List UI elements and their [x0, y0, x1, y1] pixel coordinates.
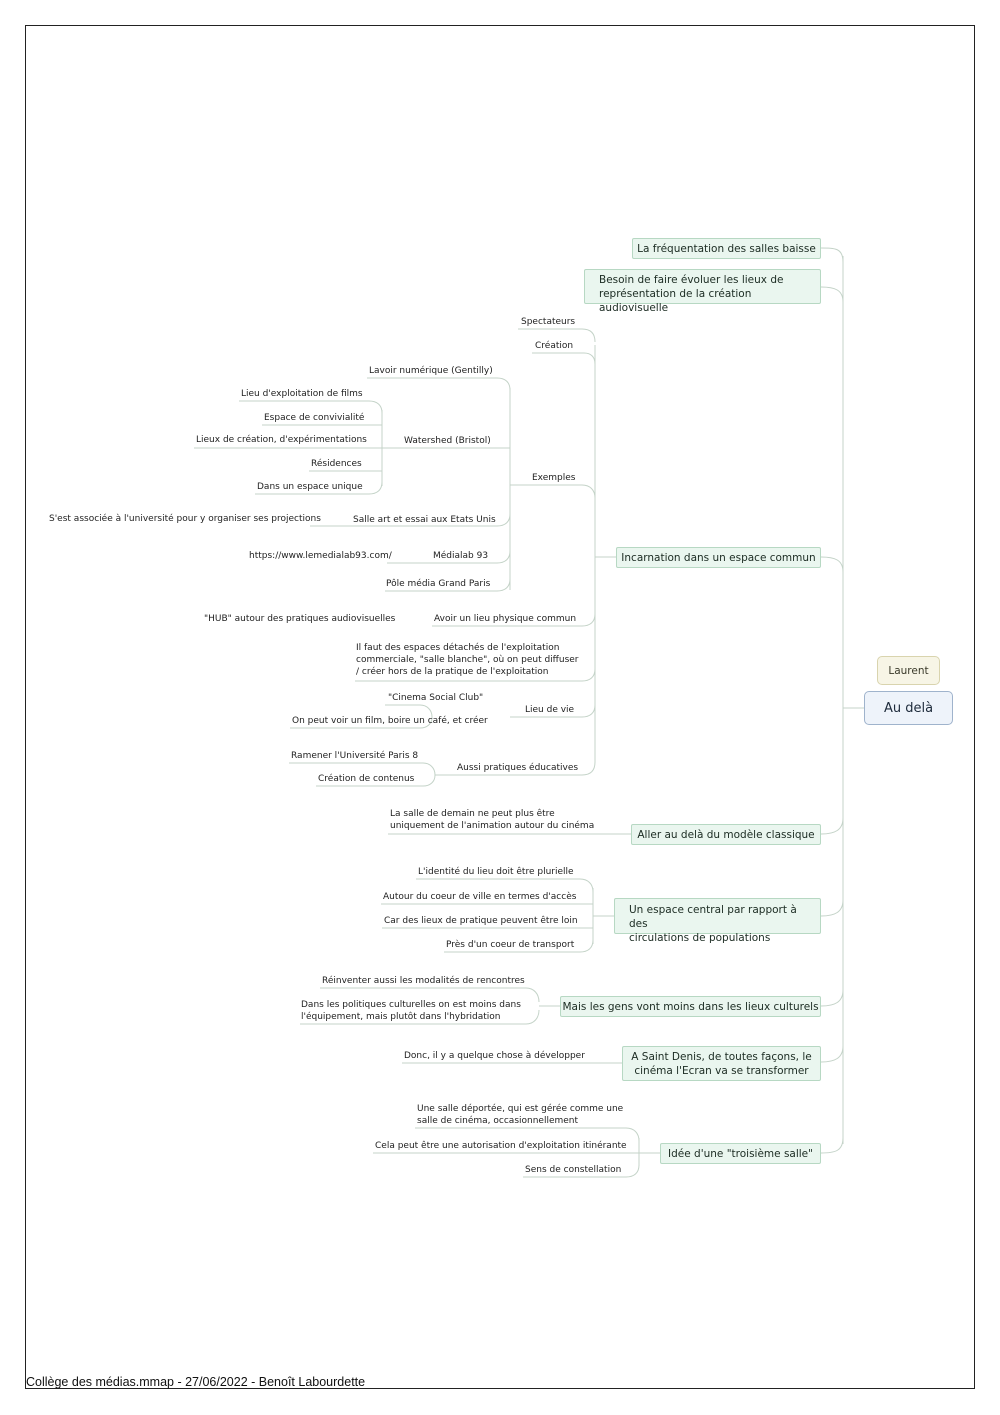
- node-salle-deportee[interactable]: [417, 1103, 623, 1127]
- node-developper[interactable]: Donc, il y a quelque chose à développer: [404, 1051, 585, 1061]
- node-watershed[interactable]: Watershed (Bristol): [404, 436, 491, 446]
- node-salle-art-detail[interactable]: S'est associée à l'université pour y organiser ses projections: [49, 514, 321, 524]
- branch-besoin[interactable]: [584, 269, 821, 314]
- node-cinema-social-club[interactable]: "Cinema Social Club": [388, 693, 484, 703]
- branch-label-line: Un espace central par rapport à des: [629, 904, 797, 930]
- node-line: La salle de demain ne peut plus être: [390, 809, 555, 819]
- branch-mais[interactable]: [560, 996, 821, 1017]
- node-ramener-universite[interactable]: Ramener l'Université Paris 8: [291, 751, 419, 761]
- branch-espace-central[interactable]: [614, 898, 821, 944]
- node-line: Il faut des espaces détachés de l'exploitation: [356, 643, 560, 653]
- node-constellation[interactable]: Sens de constellation: [525, 1165, 622, 1175]
- branch-label: Mais les gens vont moins dans les lieux culturels: [562, 1000, 819, 1013]
- node-coeur-transport[interactable]: Près d'un coeur de transport: [446, 940, 575, 950]
- node-medialab[interactable]: Médialab 93: [433, 551, 489, 561]
- node-watershed-item[interactable]: Lieu d'exploitation de films: [241, 389, 363, 399]
- connector-line: [821, 900, 843, 916]
- connector-line: [510, 485, 595, 498]
- branch-label: Aller au delà du modèle classique: [637, 828, 815, 841]
- node-salle-demain[interactable]: [390, 808, 594, 832]
- node-exemples[interactable]: Exemples: [532, 473, 576, 483]
- connector-line: [821, 248, 843, 262]
- node-watershed-item[interactable]: Dans un espace unique: [257, 482, 363, 492]
- connector-line: [821, 990, 843, 1006]
- node-line: Une salle déportée, qui est gérée comme une: [417, 1104, 624, 1114]
- node-creation[interactable]: Création: [535, 341, 574, 351]
- branch-label-line: cinéma l'Ecran va se transformer: [634, 1065, 809, 1077]
- node-lieu-de-vie[interactable]: Lieu de vie: [525, 705, 575, 715]
- connector-line: [821, 557, 843, 572]
- node-line: salle de cinéma, occasionnellement: [417, 1116, 579, 1126]
- branch-incarnation[interactable]: [616, 547, 821, 568]
- node-line: commerciale, "salle blanche", où on peut diffuser: [356, 655, 579, 665]
- callout-laurent[interactable]: Laurent: [877, 656, 940, 685]
- connector-line: [821, 287, 843, 302]
- connector-line: [367, 378, 510, 390]
- footer-filename: Collège des médias.mmap - 27/06/2022 - Benoît Labourdette: [26, 1375, 366, 1389]
- node-autorisation[interactable]: Cela peut être une autorisation d'exploitation itinérante: [375, 1141, 627, 1151]
- node-medialab-url[interactable]: https://www.lemedialab93.com/: [249, 551, 392, 561]
- node-reinventer[interactable]: Réinventer aussi les modalités de rencontres: [322, 976, 525, 986]
- branch-label-line: Besoin de faire évoluer les lieux de: [599, 274, 784, 286]
- branch-label-line: A Saint Denis, de toutes façons, le: [631, 1051, 812, 1063]
- connector-line: [821, 818, 843, 834]
- node-salle-art[interactable]: Salle art et essai aux Etats Unis: [353, 515, 496, 525]
- connector-line: [532, 353, 595, 364]
- node-pole-media[interactable]: Pôle média Grand Paris: [386, 579, 491, 589]
- node-politiques[interactable]: [301, 999, 521, 1023]
- node-coeur-ville[interactable]: Autour du coeur de ville en termes d'accès: [383, 892, 577, 902]
- node-hub[interactable]: "HUB" autour des pratiques audiovisuelles: [204, 614, 396, 624]
- root-node[interactable]: Au delà: [864, 691, 953, 725]
- node-watershed-item[interactable]: Résidences: [311, 459, 362, 469]
- node-identite[interactable]: L'identité du lieu doit être plurielle: [418, 867, 574, 877]
- node-lavoir[interactable]: Lavoir numérique (Gentilly): [369, 366, 493, 376]
- node-il-faut[interactable]: [356, 642, 579, 678]
- node-spectateurs[interactable]: Spectateurs: [521, 317, 576, 327]
- node-watershed-item[interactable]: Espace de convivialité: [264, 413, 365, 423]
- branch-aller[interactable]: [631, 824, 821, 845]
- node-lieux-pratique[interactable]: Car des lieux de pratique peuvent être loin: [384, 916, 578, 926]
- branch-label-line: représentation de la création audiovisuelle: [599, 288, 752, 314]
- connector-line: [821, 1138, 843, 1153]
- node-line: Dans les politiques culturelles on est moins dans: [301, 1000, 521, 1010]
- branch-label-line: circulations de populations: [629, 932, 771, 944]
- branch-label: La fréquentation des salles baisse: [637, 242, 816, 255]
- node-line: / créer hors de la pratique de l'exploitation: [356, 667, 549, 677]
- node-line: uniquement de l'animation autour du cinéma: [390, 821, 595, 831]
- node-line: l'équipement, mais plutôt dans l'hybridation: [301, 1012, 501, 1022]
- node-voir-film[interactable]: On peut voir un film, boire un café, et créer: [292, 716, 488, 726]
- branch-label: Incarnation dans un espace commun: [621, 551, 816, 564]
- branch-label: Idée d'une "troisième salle": [668, 1147, 813, 1160]
- node-creation-contenus[interactable]: Création de contenus: [318, 774, 415, 784]
- node-watershed-item[interactable]: Lieux de création, d'expérimentations: [196, 435, 367, 445]
- node-aussi[interactable]: Aussi pratiques éducatives: [457, 763, 579, 773]
- connector-line: [821, 1046, 843, 1062]
- branch-frequentation[interactable]: [632, 238, 821, 259]
- branch-troisieme[interactable]: [660, 1143, 821, 1164]
- node-avoir-lieu[interactable]: Avoir un lieu physique commun: [434, 614, 577, 624]
- branch-saint-denis[interactable]: [622, 1046, 821, 1081]
